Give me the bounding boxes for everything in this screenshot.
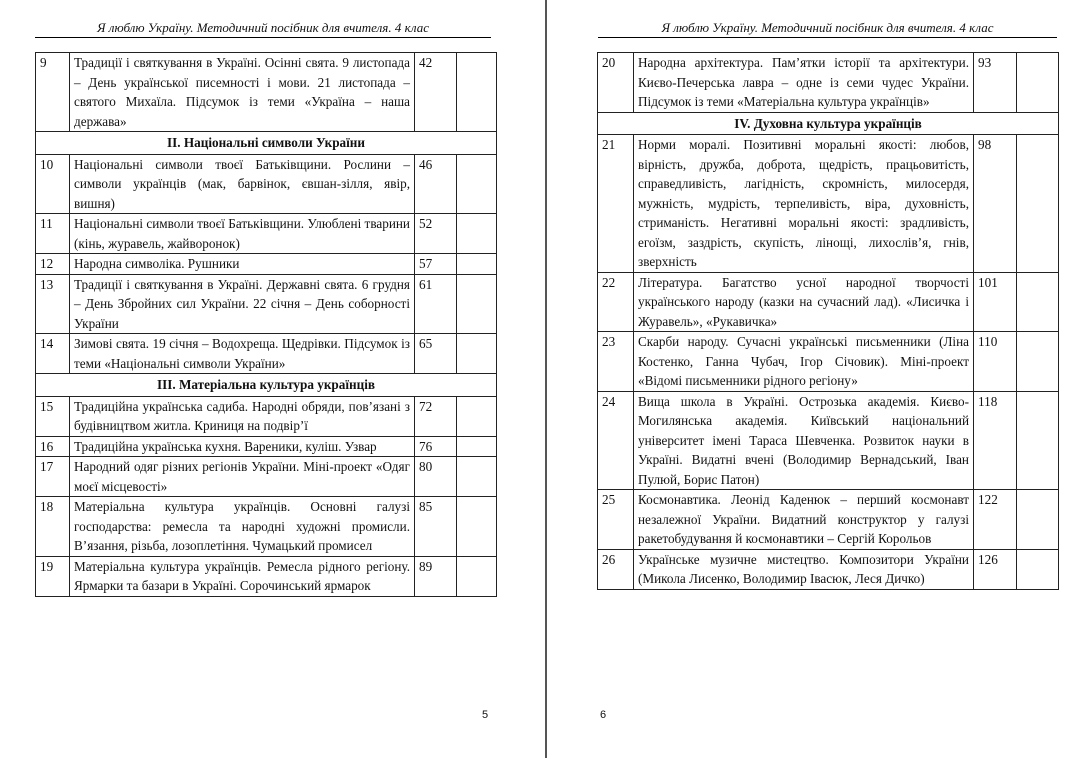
lesson-page: 72 (415, 396, 457, 436)
lesson-row (36, 436, 497, 457)
lesson-number: 22 (598, 272, 634, 332)
blank-notes-cell (457, 556, 497, 596)
lesson-row (598, 135, 1059, 273)
lesson-topic: Традиційна українська садиба. Народні обряди, пов’язані з будівництвом житла. Криниця на подвір’ї (70, 396, 415, 436)
lesson-page: 46 (415, 154, 457, 214)
lesson-page: 98 (974, 135, 1017, 273)
lesson-topic: Традиції і святкування в Україні. Осінні свята. 9 листопада – День української писемності і мови. 21 листопада – святого Михаїла. Підсумок із теми «Україна – наша держава» (70, 53, 415, 132)
lesson-row (36, 53, 497, 132)
lesson-page: 57 (415, 254, 457, 275)
page-header: Я люблю Україну. Методичний посібник для вчителя. 4 клас (35, 19, 491, 38)
lesson-number: 21 (598, 135, 634, 273)
lesson-number: 20 (598, 53, 634, 113)
contents-table (597, 52, 1059, 590)
lesson-page: 126 (974, 549, 1017, 589)
lesson-number: 13 (36, 274, 70, 334)
lesson-row (598, 490, 1059, 550)
blank-notes-cell (1017, 272, 1059, 332)
blank-notes-cell (1017, 490, 1059, 550)
lesson-page: 52 (415, 214, 457, 254)
lesson-topic: Національні символи твоєї Батьківщини. Улюблені тварини (кінь, журавель, жайворонок) (70, 214, 415, 254)
lesson-number: 14 (36, 334, 70, 374)
section-title: ІІ. Національні символи України (36, 132, 497, 155)
lesson-page: 89 (415, 556, 457, 596)
lesson-number: 19 (36, 556, 70, 596)
lesson-page: 122 (974, 490, 1017, 550)
right-page (547, 0, 1089, 758)
lesson-number: 9 (36, 53, 70, 132)
blank-notes-cell (457, 274, 497, 334)
lesson-topic: Народна символіка. Рушники (70, 254, 415, 275)
lesson-number: 24 (598, 391, 634, 490)
blank-notes-cell (457, 154, 497, 214)
lesson-row (36, 497, 497, 557)
blank-notes-cell (457, 334, 497, 374)
blank-notes-cell (1017, 391, 1059, 490)
section-heading-row (36, 132, 497, 155)
section-heading-row (598, 112, 1059, 135)
lesson-topic: Матеріальна культура українців. Основні галузі господарства: ремесла та народні художні промисли. В’язання, різьба, лозоплетіння. Чумацький промисел (70, 497, 415, 557)
lesson-row (36, 556, 497, 596)
lesson-number: 16 (36, 436, 70, 457)
lesson-topic: Література. Багатство усної народної творчості українського народу (казки на сучасний лад). «Лисичка і Журавель», «Рукавичка» (634, 272, 974, 332)
blank-notes-cell (457, 396, 497, 436)
lesson-row (598, 53, 1059, 113)
lesson-number: 17 (36, 457, 70, 497)
lesson-topic: Космонавтика. Леонід Каденюк – перший космонавт незалежної України. Видатний конструктор у галузі ракетобудування й космонавтики – Сергій Корольов (634, 490, 974, 550)
lesson-page: 85 (415, 497, 457, 557)
lesson-number: 15 (36, 396, 70, 436)
page-number: 6 (600, 709, 607, 721)
lesson-topic: Матеріальна культура українців. Ремесла рідного регіону. Ярмарки та базари в Україні. Сорочинський ярмарок (70, 556, 415, 596)
page-number: 5 (482, 709, 489, 721)
lesson-topic: Вища школа в Україні. Острозька академія. Києво-Могилянська академія. Київський національний університет імені Тараса Шевченка. Розвиток науки в Україні. Видатні вчені (Володимир Вернадський, Іван Пулюй, Борис Патон) (634, 391, 974, 490)
blank-notes-cell (1017, 135, 1059, 273)
lesson-topic: Скарби народу. Сучасні українські письменники (Ліна Костенко, Ганна Чубач, Ігор Січовик). Міні-проект «Відомі письменники рідного регіону» (634, 332, 974, 392)
lesson-number: 18 (36, 497, 70, 557)
lesson-row (598, 272, 1059, 332)
lesson-number: 12 (36, 254, 70, 275)
blank-notes-cell (457, 457, 497, 497)
lesson-number: 25 (598, 490, 634, 550)
lesson-topic: Традиції і святкування в Україні. Державні свята. 6 грудня – День Збройних сил України. 22 січня – День соборності України (70, 274, 415, 334)
lesson-row (36, 396, 497, 436)
lesson-row (36, 154, 497, 214)
blank-notes-cell (457, 254, 497, 275)
blank-notes-cell (1017, 332, 1059, 392)
page-header: Я люблю Україну. Методичний посібник для вчителя. 4 клас (598, 19, 1057, 38)
lesson-page: 110 (974, 332, 1017, 392)
lesson-row (598, 332, 1059, 392)
lesson-page: 101 (974, 272, 1017, 332)
section-heading-row (36, 374, 497, 397)
blank-notes-cell (457, 53, 497, 132)
lesson-topic: Норми моралі. Позитивні моральні якості: любов, вірність, дружба, доброта, щедрість, працьовитість, справедливість, лагідність, скромність, милосердя, мужність, мудрість, терпеливість, віра, духовність, стриманість. Негативні моральні якості: зрадливість, егоїзм, заздрість, скупість, лінощі, лихослів’я, гнів, зверхність (634, 135, 974, 273)
lesson-topic: Народний одяг різних регіонів України. Міні-проект «Одяг моєї місцевості» (70, 457, 415, 497)
lesson-topic: Українське музичне мистецтво. Композитори України (Микола Лисенко, Володимир Івасюк, Леся Дичко) (634, 549, 974, 589)
lesson-page: 80 (415, 457, 457, 497)
blank-notes-cell (457, 214, 497, 254)
lesson-row (598, 549, 1059, 589)
lesson-page: 65 (415, 334, 457, 374)
lesson-topic: Національні символи твоєї Батьківщини. Рослини – символи українців (мак, барвінок, євшан-зілля, явір, вишня) (70, 154, 415, 214)
lesson-page: 76 (415, 436, 457, 457)
lesson-row (598, 391, 1059, 490)
blank-notes-cell (1017, 549, 1059, 589)
lesson-topic: Народна архітектура. Пам’ятки історії та архітектури. Києво-Печерська лавра – одне із семи чудес України. Підсумок із теми «Матеріальна культура українців» (634, 53, 974, 113)
lesson-row (36, 214, 497, 254)
lesson-number: 10 (36, 154, 70, 214)
lesson-topic: Зимові свята. 19 січня – Водохреща. Щедрівки. Підсумок із теми «Національні символи України» (70, 334, 415, 374)
lesson-page: 118 (974, 391, 1017, 490)
lesson-row (36, 457, 497, 497)
section-title: ІІІ. Матеріальна культура українців (36, 374, 497, 397)
lesson-row (36, 334, 497, 374)
section-title: ІV. Духовна культура українців (598, 112, 1059, 135)
lesson-page: 61 (415, 274, 457, 334)
lesson-page: 42 (415, 53, 457, 132)
blank-notes-cell (1017, 53, 1059, 113)
lesson-number: 26 (598, 549, 634, 589)
lesson-topic: Традиційна українська кухня. Вареники, куліш. Узвар (70, 436, 415, 457)
blank-notes-cell (457, 497, 497, 557)
contents-table (35, 52, 497, 597)
lesson-page: 93 (974, 53, 1017, 113)
lesson-number: 23 (598, 332, 634, 392)
lesson-number: 11 (36, 214, 70, 254)
lesson-row (36, 274, 497, 334)
blank-notes-cell (457, 436, 497, 457)
lesson-row (36, 254, 497, 275)
